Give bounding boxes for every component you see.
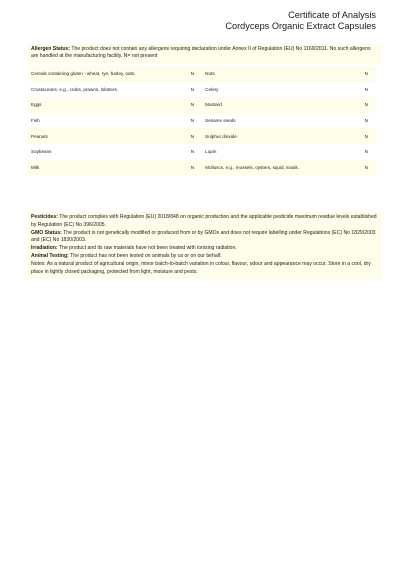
gmo-paragraph (31, 230, 379, 246)
general-notes-paragraph: Notes: As a natural product of agricultural origin, minor batch-to-batch variation in colour, flavour, odour and appearance may occur. Store in a cool, dry place in tightly closed packaging, protected from light, moisture and pests. (31, 260, 371, 275)
table-row (28, 160, 376, 176)
table-row (28, 82, 376, 98)
allergen-name: Nuts (202, 66, 356, 82)
allergen-name: Sesame seeds (202, 113, 356, 129)
animal-testing-paragraph (31, 253, 379, 261)
allergen-value: N (357, 160, 377, 176)
allergen-value: N (183, 128, 202, 144)
compliance-notes-section (28, 212, 382, 279)
allergen-name: Fish (28, 113, 183, 129)
allergen-value: N (357, 128, 377, 144)
allergen-name: Mustard (202, 97, 356, 113)
irradiation-label: Irradiation: (31, 245, 58, 252)
allergen-name: Soybeans (28, 144, 183, 160)
allergen-status-section (28, 44, 382, 63)
document-title: Certificate of Analysis (288, 10, 376, 20)
allergen-value: N (357, 113, 377, 129)
allergen-value: N (183, 160, 202, 176)
gmo-text: The product is not genetically modified or produced from or by GMOs and does not require labelling under Regulations (EC) No 1829/2003 and (EC) No 1830/2003. (31, 229, 376, 244)
pesticides-paragraph (31, 214, 379, 230)
pesticides-label: Pesticides: (31, 214, 58, 220)
table-row (28, 113, 376, 129)
animal-testing-text: The product has not been tested on animals by us or on our behalf. (68, 252, 222, 259)
allergen-value: N (183, 113, 202, 129)
irradiation-paragraph (31, 245, 379, 253)
table-row (28, 66, 376, 82)
allergen-name: Sulphur dioxide (202, 128, 356, 144)
animal-testing-label: Animal Testing: (31, 252, 69, 259)
allergen-status-text: The product does not contain any allergens requiring declaration under Annex II of Regulation (EU) No 1169/2011. No such allergens are handled at the manufacturing facility. N= not present (31, 46, 371, 60)
allergen-value: N (183, 144, 202, 160)
allergen-value: N (183, 66, 202, 82)
allergen-table (28, 66, 376, 175)
allergen-status-label: Allergen Status: (31, 46, 71, 52)
document-header (225, 10, 376, 32)
allergen-name: Celery (202, 82, 356, 98)
allergen-value: N (357, 66, 377, 82)
allergen-name: Crustaceans, e.g., crabs, prawns, lobsters. (28, 82, 183, 98)
table-row (28, 144, 376, 160)
table-row (28, 128, 376, 144)
gmo-label: GMO Status: (31, 229, 62, 236)
pesticides-text: The product complies with Regulation (EU) 2018/848 on organic production and the applicable pesticide maximum residue levels established by Regulation (EC) No 396/2005. (31, 214, 377, 228)
allergen-name: Milk (28, 160, 183, 176)
allergen-name: Eggs (28, 97, 183, 113)
allergen-name: Peanuts (28, 128, 183, 144)
allergen-value: N (357, 97, 377, 113)
allergen-name: Cereals containing gluten - wheat, rye, barley, oats. (28, 66, 183, 82)
irradiation-text: The product and its raw materials have not been treated with ionising radiation. (57, 245, 237, 252)
allergen-value: N (357, 82, 377, 98)
product-name: Cordyceps Organic Extract Capsules (225, 21, 376, 31)
allergen-value: N (183, 82, 202, 98)
allergen-value: N (183, 97, 202, 113)
allergen-value: N (357, 144, 377, 160)
allergen-name: Lupin (202, 144, 356, 160)
allergen-name: Molluscs, e.g., mussels, oysters, squid, snails. (202, 160, 356, 176)
table-row (28, 97, 376, 113)
